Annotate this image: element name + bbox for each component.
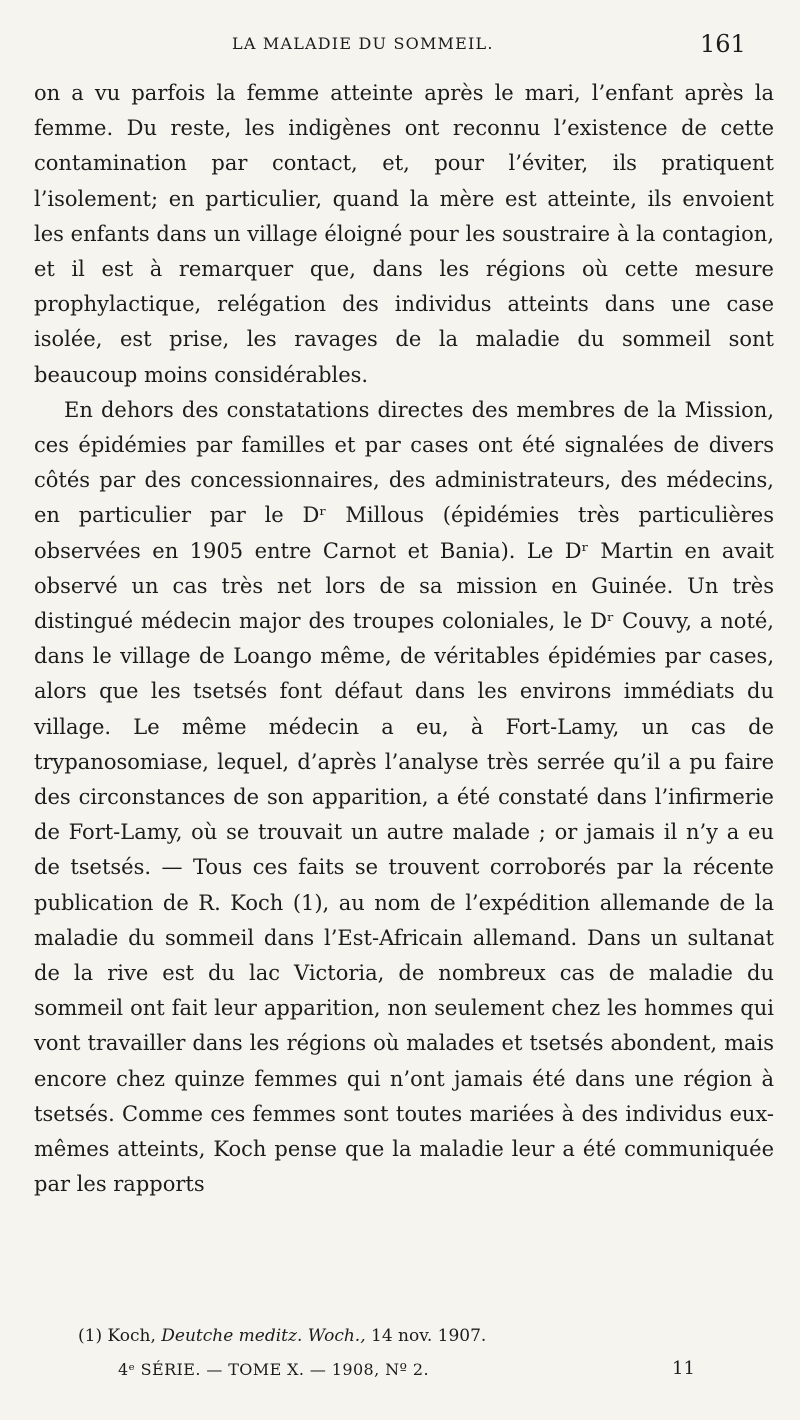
footnote-journal: Deutche meditz. Woch.,: [161, 1326, 366, 1346]
page-number: 161: [700, 30, 746, 58]
sheet-number: 11: [672, 1358, 695, 1379]
footnote-marker: (1): [78, 1326, 103, 1346]
paragraph: on a vu parfois la femme atteinte après le mari, l’enfant après la femme. Du reste, les indigènes ont reconnu l’existence de cette contamination par contact, et, pour l’éviter, ils pratiquent l’isolement; en particulier, quand la mère est atteinte, ils envoient les enfants dans un village éloigné pour les soustraire à la contagion, et il est à remarquer que, dans les régions où cette mesure prophylactique, relégation des individus atteints dans une case isolée, est prise, les ravages de la maladie du sommeil sont beaucoup moins considérables.: [34, 81, 774, 387]
footnote-date: 14 nov. 1907.: [371, 1326, 487, 1346]
printer-signature: 4ᵉ SÉRIE. — TOME X. — 1908, Nº 2.: [118, 1360, 429, 1379]
footnote-author: Koch,: [107, 1326, 156, 1346]
body-text: [34, 76, 774, 1203]
footnote: [78, 1326, 486, 1346]
paragraph: En dehors des constatations directes des membres de la Mission, ces épidémies par familles et par cases ont été signalées de divers côtés par des concessionnaires, des administrateurs, des médecins, en particulier par le Dʳ Millous (épidémies très particulières observées en 1905 entre Carnot et Bania). Le Dʳ Martin en avait observé un cas très net lors de sa mission en Guinée. Un très distingué médecin major des troupes coloniales, le Dʳ Couvy, a noté, dans le village de Loango même, de véritables épidémies par cases, alors que les tsetsés font défaut dans les environs immédiats du village. Le même médecin a eu, à Fort-Lamy, un cas de trypanosomiase, lequel, d’après l’analyse très serrée qu’il a pu faire des circonstances de son apparition, a été constaté dans l’infirmerie de Fort-Lamy, où se trouvait un autre malade ; or jamais il n’y a eu de tsetsés. — Tous ces faits se trouvent corroborés par la récente publication de R. Koch (1), au nom de l’expédition allemande de la maladie du sommeil dans l’Est-Africain allemand. Dans un sultanat de la rive est du lac Victoria, de nombreux cas de maladie du sommeil ont fait leur apparition, non seulement chez les hommes qui vont travailler dans les régions où malades et tsetsés abondent, mais encore chez quinze femmes qui n’ont jamais été dans une région à tsetsés. Comme ces femmes sont toutes mariées à des individus eux-mêmes atteints, Koch pense que la maladie leur a été communiquée par les rapports: [34, 397, 774, 1197]
running-header: LA MALADIE DU SOMMEIL.: [232, 34, 494, 53]
